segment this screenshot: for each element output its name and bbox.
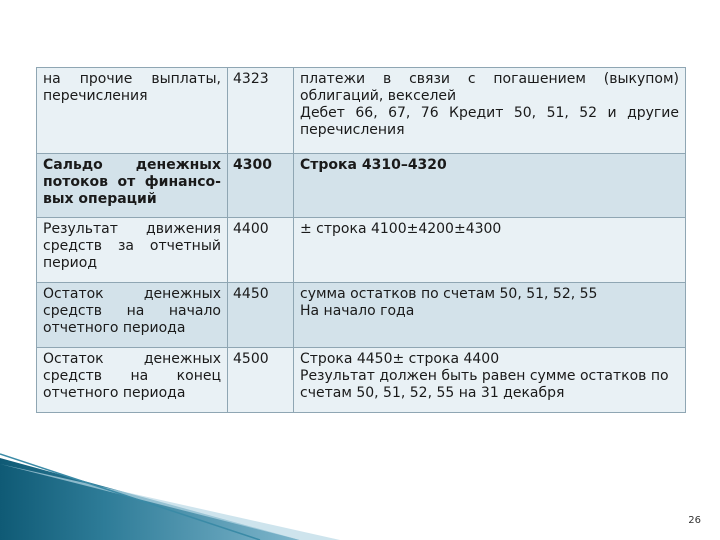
description-line: Строка 4310–4320 (300, 157, 447, 173)
description-line: На начало года (300, 303, 415, 319)
table-row (37, 283, 686, 348)
row-label: Результат движения средств за отчетный период (37, 218, 228, 283)
table-row (37, 218, 686, 283)
row-description (294, 283, 686, 348)
description-line: платежи в связи с погашением (выкупом) облигаций, векселей (300, 71, 679, 104)
row-label: Остаток денежных средств на начало отчетного периода (37, 283, 228, 348)
table-row (37, 154, 686, 218)
row-code: 4323 (228, 68, 294, 154)
row-description (294, 68, 686, 154)
description-line: ± строка 4100±4200±4300 (300, 221, 502, 237)
description-line: сумма остатков по счетам 50, 51, 52, 55 (300, 286, 598, 302)
table-row (37, 348, 686, 413)
slide-decoration (0, 440, 720, 540)
table-row (37, 68, 686, 154)
row-label: Остаток денежных средств на конец отчетного периода (37, 348, 228, 413)
row-code: 4500 (228, 348, 294, 413)
row-description (294, 348, 686, 413)
row-code: 4300 (228, 154, 294, 218)
description-line: Результат должен быть равен сумме остатков по счетам 50, 51, 52, 55 на 31 декабря (300, 368, 669, 401)
description-line: Дебет 66, 67, 76 Кредит 50, 51, 52 и другие перечисления (300, 105, 679, 138)
row-code: 4400 (228, 218, 294, 283)
page-number: 26 (688, 515, 701, 526)
row-description (294, 218, 686, 283)
row-label: Сальдо денежных потоков от финансо-вых операций (37, 154, 228, 218)
row-code: 4450 (228, 283, 294, 348)
description-line: Строка 4450± строка 4400 (300, 351, 500, 367)
row-description (294, 154, 686, 218)
row-label: на прочие выплаты, перечисления (37, 68, 228, 154)
data-table (36, 67, 686, 413)
